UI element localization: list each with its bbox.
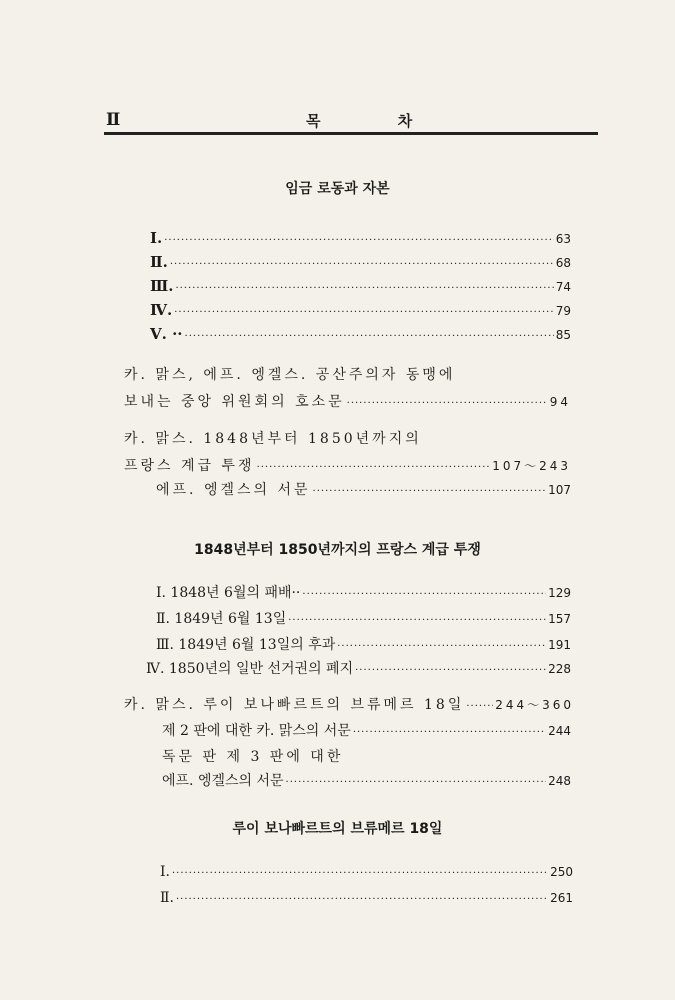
toc-label: Ⅳ. — [150, 301, 173, 319]
toc-page: 63 — [555, 232, 571, 246]
toc-label: Ⅰ. — [150, 229, 163, 247]
toc-page: 129 — [548, 586, 571, 600]
toc-page: 79 — [555, 304, 571, 318]
leader-dots — [172, 868, 548, 879]
header-rule — [104, 132, 598, 135]
toc-page: 85 — [555, 328, 571, 342]
toc-label: Ⅱ. — [160, 890, 174, 906]
toc-entry-line: 독문 판 제 3 판에 대한 — [162, 749, 344, 765]
toc-page: 107～243 — [492, 459, 571, 473]
page-number-roman: Ⅱ — [106, 110, 121, 130]
section-title-brumaire: 루이 보나빠르트의 브류메르 18일 — [232, 821, 443, 837]
toc-row[interactable] — [160, 864, 573, 884]
leader-dots — [302, 589, 546, 600]
toc-row[interactable] — [156, 608, 571, 628]
toc-page: 250 — [550, 865, 573, 879]
toc-row[interactable] — [124, 391, 571, 411]
leader-dots — [466, 701, 493, 712]
leader-dots — [176, 894, 548, 905]
toc-page: 191 — [548, 638, 571, 652]
toc-row[interactable] — [162, 720, 571, 740]
leader-dots — [313, 486, 547, 497]
leader-dots — [164, 235, 553, 246]
leader-dots — [288, 615, 546, 626]
toc-row[interactable] — [150, 325, 571, 345]
leader-dots — [353, 727, 546, 738]
toc-label: 카. 맑스. 루이 보나빠르트의 브류메르 18일 — [124, 697, 465, 713]
toc-row[interactable] — [150, 277, 571, 297]
toc-entry-line: 카. 맑스, 에프. 엥겔스. 공산주의자 동맹에 — [124, 367, 456, 383]
section-title-class-struggles: 1848년부터 1850년까지의 프랑스 계급 투쟁 — [194, 542, 481, 558]
toc-page: 157 — [548, 612, 571, 626]
toc-row[interactable] — [124, 694, 574, 714]
page-header — [104, 110, 598, 134]
leader-dots — [185, 331, 554, 342]
leader-dots — [170, 259, 554, 270]
toc-page: 68 — [555, 256, 571, 270]
toc-label: 프랑스 계급 투쟁 — [124, 458, 255, 474]
toc-page: 94 — [549, 395, 571, 409]
toc-row[interactable] — [150, 301, 571, 321]
leader-dots — [257, 462, 491, 473]
toc-label: Ⅲ. 1849년 6월 13일의 후과 — [156, 637, 336, 653]
toc-row[interactable] — [156, 479, 571, 499]
toc-page: 248 — [548, 774, 571, 788]
toc-entry-line: 카. 맑스. 1848년부터 1850년까지의 — [124, 431, 422, 447]
toc-page: 244 — [548, 724, 571, 738]
toc-label: Ⅳ. 1850년의 일반 선거권의 폐지 — [146, 661, 354, 677]
toc-row[interactable] — [162, 770, 571, 790]
toc-row[interactable] — [156, 582, 571, 602]
toc-row[interactable] — [160, 890, 573, 910]
toc-row[interactable] — [146, 658, 571, 678]
section-title-wage-labour: 임금 로동과 자본 — [285, 181, 390, 197]
leader-dots — [174, 307, 553, 318]
toc-label: 에프. 엥겔스의 서문 — [156, 482, 311, 498]
toc-page: 228 — [548, 662, 571, 676]
toc-row[interactable] — [150, 253, 571, 273]
leader-dots — [176, 283, 554, 294]
toc-row[interactable] — [156, 634, 571, 654]
toc-page: 107 — [548, 483, 571, 497]
toc-label: Ⅰ. 1848년 6월의 패배·· — [156, 585, 301, 601]
toc-label: Ⅱ. — [150, 253, 168, 271]
leader-dots — [355, 665, 546, 676]
toc-label: Ⅰ. — [160, 864, 170, 880]
toc-row[interactable] — [150, 229, 571, 249]
toc-label: Ⅱ. 1849년 6월 13일 — [156, 611, 287, 627]
toc-label: Ⅲ. — [150, 277, 174, 295]
toc-row[interactable] — [124, 455, 571, 475]
leader-dots — [347, 398, 548, 409]
toc-label: Ⅴ. ·· — [150, 325, 183, 343]
toc-page: 261 — [550, 891, 573, 905]
header-title: 목 차 — [306, 112, 449, 130]
toc-label: 에프. 엥겔스의 서문 — [162, 773, 284, 789]
leader-dots — [337, 641, 546, 652]
toc-label: 보내는 중앙 위원회의 호소문 — [124, 394, 345, 410]
toc-page: 74 — [555, 280, 571, 294]
toc-page: 244～360 — [495, 698, 574, 712]
leader-dots — [286, 777, 547, 788]
toc-label: 제 2 판에 대한 카. 맑스의 서문 — [162, 723, 351, 739]
